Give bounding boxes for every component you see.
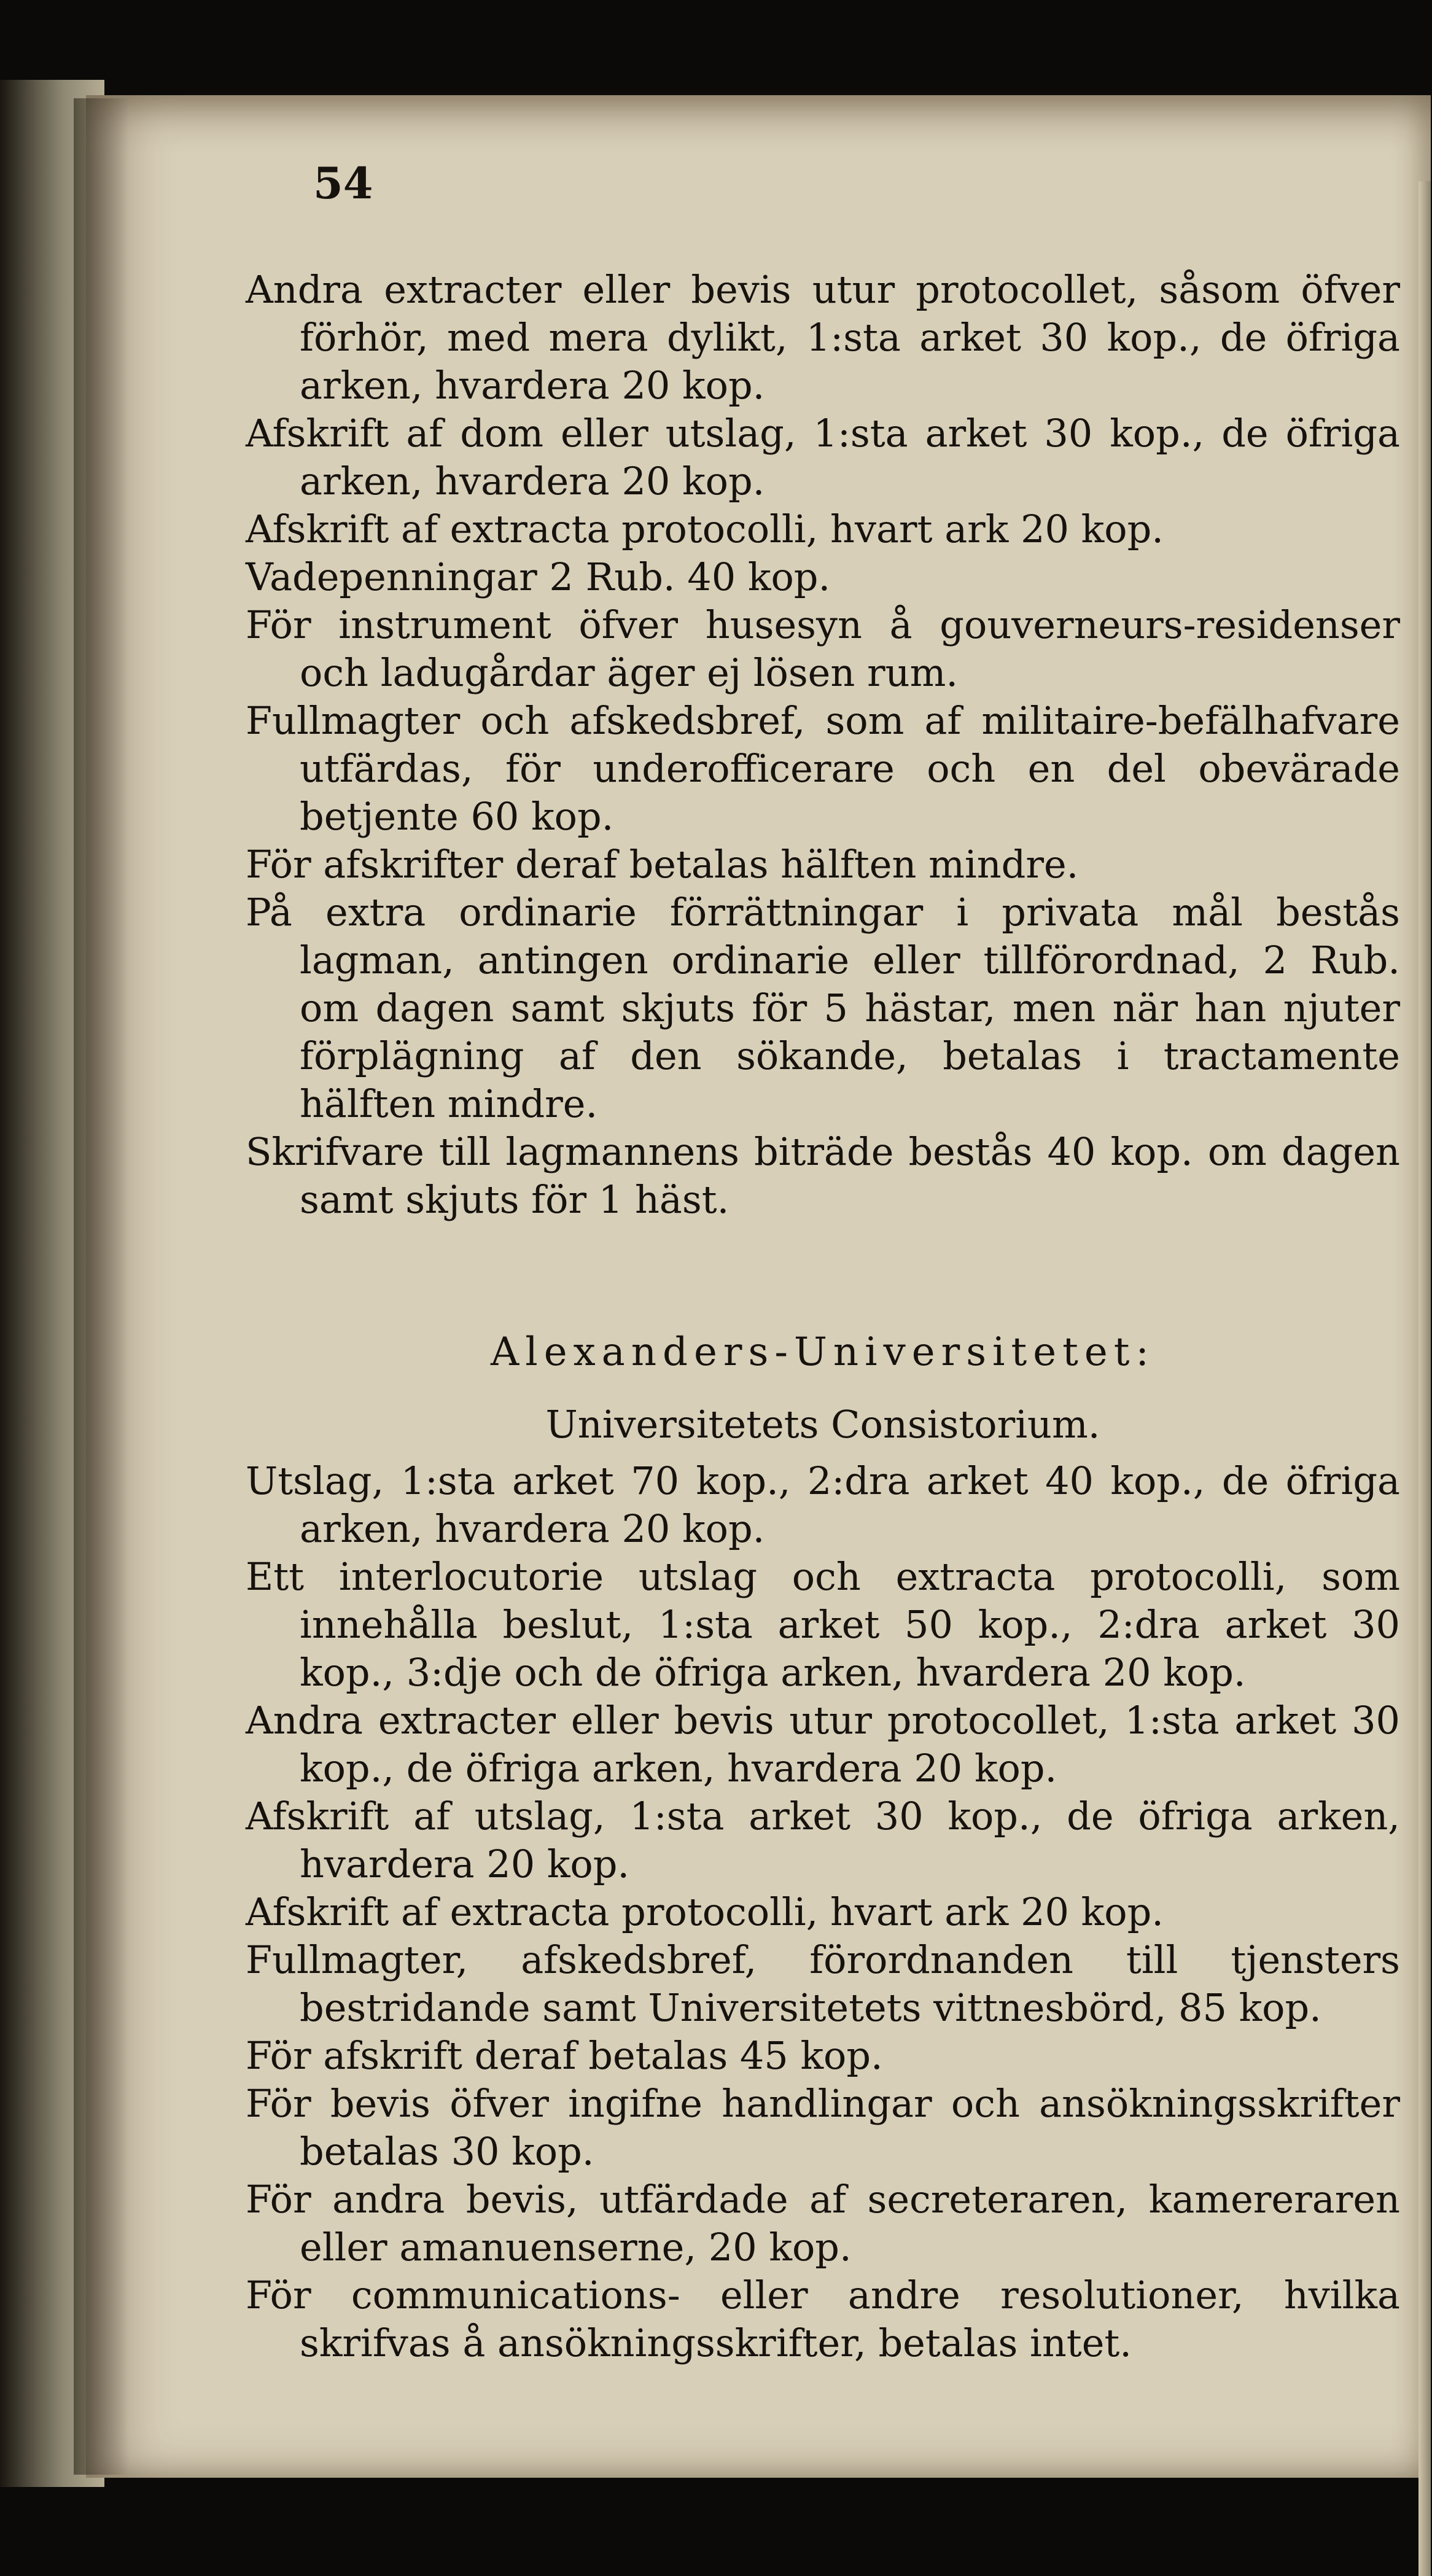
- entry: Ett interlocutorie utslag och extracta protocolli, som innehålla beslut, 1:sta arket 50 kop., 2:dra arket 30 kop., 3:dje och de öfriga arken, hvardera 20 kop.: [246, 1554, 1400, 1695]
- entry: För instrument öfver husesyn å gouverneurs-residenser och ladugårdar äger ej lösen rum.: [246, 602, 1400, 695]
- page-number: 54: [313, 158, 373, 209]
- entry: För bevis öfver ingifne handlingar och ansökningsskrifter betalas 30 kop.: [246, 2081, 1400, 2174]
- page-edge: [1418, 181, 1431, 2576]
- section-university-fees-list: [246, 1457, 1400, 2367]
- entry: För communications- eller andre resolutioner, hvilka skrifvas å ansökningsskrifter, betalas intet.: [246, 2273, 1400, 2365]
- section-heading: Alexanders-Universitetet:: [491, 1329, 1155, 1375]
- entry: Afskrift af dom eller utslag, 1:sta arket 30 kop., de öfriga arken, hvardera 20 kop.: [246, 411, 1400, 504]
- entry: Afskrift af extracta protocolli, hvart ark 20 kop.: [246, 1889, 1164, 1934]
- entry: För afskrifter deraf betalas hälften mindre.: [246, 842, 1079, 887]
- entry: För andra bevis, utfärdade af secreteraren, kamereraren eller amanuenserne, 20 kop.: [246, 2177, 1400, 2270]
- section-subheading: Universitetets Consistorium.: [545, 1402, 1100, 1447]
- entry: Vadepenningar 2 Rub. 40 kop.: [246, 555, 831, 599]
- section-gap: [246, 1224, 1400, 1328]
- entry: Fullmagter, afskedsbref, förordnanden till tjensters bestridande samt Universitetets vittnesbörd, 85 kop.: [246, 1937, 1400, 2030]
- entry: Afskrift af extracta protocolli, hvart ark 20 kop.: [246, 507, 1164, 551]
- entry: Fullmagter och afskedsbref, som af militaire-befälhafvare utfärdas, för underofficerare och en del obevärade betjente 60 kop.: [246, 698, 1400, 839]
- entry: På extra ordinarie förrättningar i privata mål bestås lagman, antingen ordinarie eller tillförordnad, 2 Rub. om dagen samt skjuts för 5 hästar, men när han njuter förplägning af den sökande, betalas i tractamente hälften mindre.: [246, 890, 1400, 1126]
- entry: Andra extracter eller bevis utur protocollet, såsom öfver förhör, med mera dylikt, 1:sta arket 30 kop., de öfriga arken, hvardera 20 kop.: [246, 267, 1400, 408]
- entry: Skrifvare till lagmannens biträde bestås 40 kop. om dagen samt skjuts för 1 häst.: [246, 1129, 1400, 1222]
- page-text: [246, 160, 1400, 2367]
- spine-shadow: [74, 98, 129, 2475]
- entry: Utslag, 1:sta arket 70 kop., 2:dra arket 40 kop., de öfriga arken, hvardera 20 kop.: [246, 1458, 1400, 1551]
- entry: Andra extracter eller bevis utur protocollet, 1:sta arket 30 kop., de öfriga arken, hvardera 20 kop.: [246, 1698, 1400, 1791]
- entry: För afskrift deraf betalas 45 kop.: [246, 2033, 883, 2078]
- section-fees-list: [246, 266, 1400, 1224]
- entry: Afskrift af utslag, 1:sta arket 30 kop., de öfriga arken, hvardera 20 kop.: [246, 1794, 1400, 1886]
